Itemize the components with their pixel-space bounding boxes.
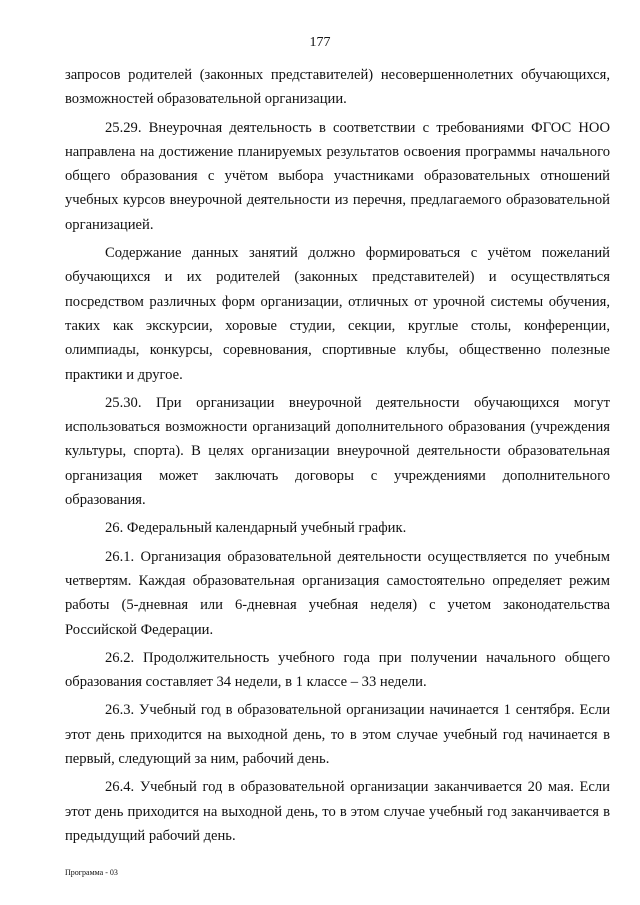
paragraph-26-1: 26.1. Организация образовательной деятельности осуществляется по учебным четвертям. Каждая образовательная организация самостоятельно определяет режим работы (5-дневная или 6-дневная учебная неделя) с учетом законодательства Российской Федерации. xyxy=(65,548,610,638)
paragraph-25-29: 25.29. Внеурочная деятельность в соответствии с требованиями ФГОС НОО направлена на достижение планируемых результатов освоения программы начального общего образования с учётом выбора участниками образовательных отношений учебных курсов внеурочной деятельности из перечня, предлагаемого образовательной организацией. xyxy=(65,119,610,233)
paragraph-26-4: 26.4. Учебный год в образовательной организации заканчивается 20 мая. Если этот день приходится на выходной день, то в этом случае учебный год заканчивается в предыдущий рабочий день. xyxy=(65,779,610,844)
paragraph-26-2: 26.2. Продолжительность учебного года при получении начального общего образования составляет 34 недели, в 1 классе – 33 недели. xyxy=(65,649,610,691)
page-footer: Программа - 03 xyxy=(65,868,118,877)
paragraph-activities-content: Содержание данных занятий должно формироваться с учётом пожеланий обучающихся и их родителей (законных представителей) и осуществляться посредством различных форм организации, отличных от урочной системы обучения, таких как экскурсии, хоровые студии, секции, круглые столы, конференции, олимпиады, конкурсы, соревнования, спортивные клубы, общественно полезные практики и другое. xyxy=(65,245,610,383)
paragraph-continuation: запросов родителей (законных представителей) несовершеннолетних обучающихся, возможностей образовательной организации. xyxy=(65,67,610,108)
section-heading-26: 26. Федеральный календарный учебный график. xyxy=(105,520,407,537)
page-number: 177 xyxy=(309,35,331,50)
document-body xyxy=(65,63,610,852)
paragraph-26-3: 26.3. Учебный год в образовательной организации начинается 1 сентября. Если этот день приходится на выходной день, то в этом случае учебный год начинается в первый, следующий за ним, рабочий день. xyxy=(65,702,610,768)
paragraph-25-30: 25.30. При организации внеурочной деятельности обучающихся могут использоваться возможности организаций дополнительного образования (учреждения культуры, спорта). В целях организации внеурочной деятельности образовательная организация может заключать договоры с учреждениями дополнительного образования. xyxy=(65,394,610,509)
